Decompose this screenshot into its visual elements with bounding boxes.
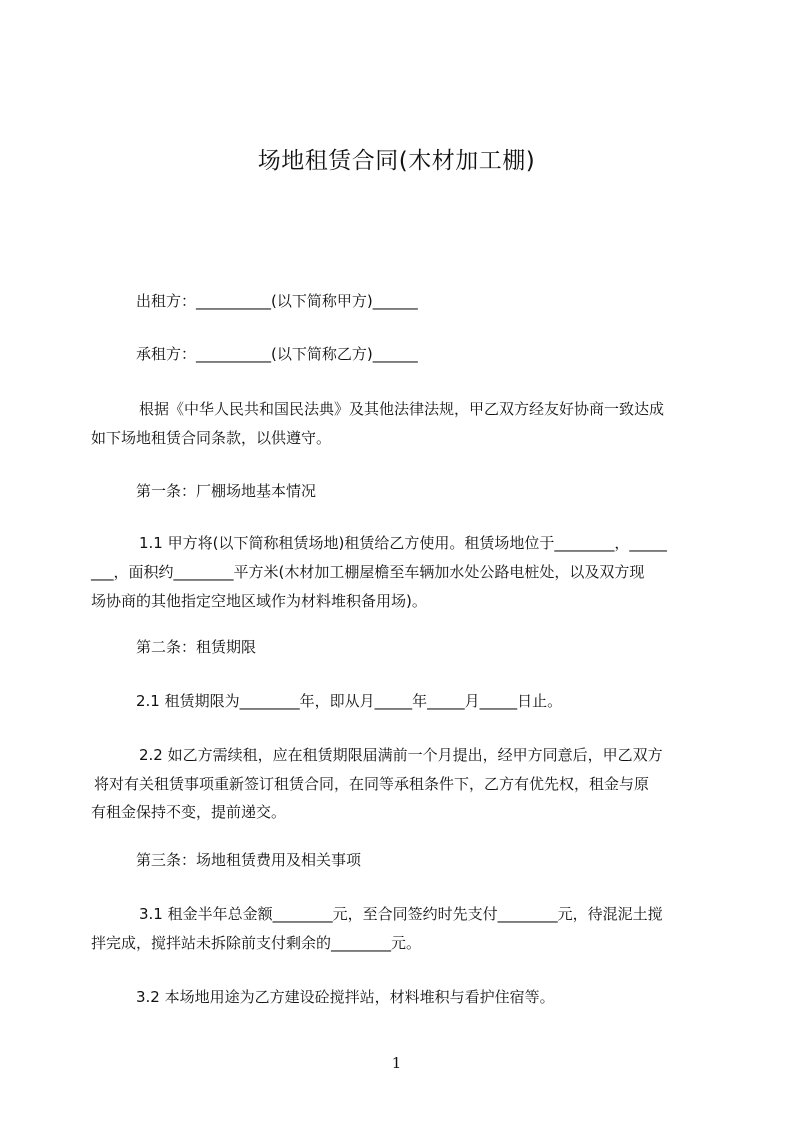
clause-1-1-line-2: ___，面积约________平方米(木材加工棚屋檐至车辆加水处公路电桩处，以及双方现 (91, 563, 645, 581)
lessor-line: 出租方：__________(以下简称甲方)______ (136, 292, 418, 310)
lessee-line: 承租方：__________(以下简称乙方)______ (136, 345, 418, 363)
article-3-heading: 第三条：场地租赁费用及相关事项 (136, 851, 362, 869)
intro-line-2: 如下场地租赁合同条款，以供遵守。 (91, 429, 332, 447)
article-1-heading: 第一条：厂棚场地基本情况 (136, 482, 317, 500)
clause-2-2-line-3: 有租金保持不变，提前递交。 (91, 803, 287, 821)
clause-2-1: 2.1 租赁期限为________年，即从月_____年_____月_____日止。 (136, 692, 563, 710)
clause-1-1-line-1: 1.1 甲方将(以下简称租赁场地)租赁给乙方使用。租赁场地位于________，_____ (139, 534, 667, 552)
document-title: 场地租赁合同(木材加工棚) (257, 148, 536, 174)
clause-3-1-line-2: 拌完成，搅拌站未拆除前支付剩余的________元。 (91, 934, 422, 952)
intro-line-1: 根据《中华人民共和国民法典》及其他法律法规，甲乙双方经友好协商一致达成 (139, 400, 665, 418)
clause-1-1-line-3: 场协商的其他指定空地区域作为材料堆积备用场)。 (91, 592, 427, 610)
clause-2-2-line-2: 将对有关租赁事项重新签订租赁合同，在同等承租条件下，乙方有优先权，租金与原 (94, 775, 650, 793)
clause-3-2: 3.2 本场地用途为乙方建设砼搅拌站，材料堆积与看护住宿等。 (136, 988, 555, 1006)
page-number: 1 (391, 1054, 402, 1072)
article-2-heading: 第二条：租赁期限 (136, 638, 257, 656)
clause-3-1-line-1: 3.1 租金半年总金额________元，至合同签约时先支付________元，待混泥土搅 (139, 905, 663, 923)
clause-2-2-line-1: 2.2 如乙方需续租，应在租赁期限届满前一个月提出，经甲方同意后，甲乙双方 (139, 746, 663, 764)
